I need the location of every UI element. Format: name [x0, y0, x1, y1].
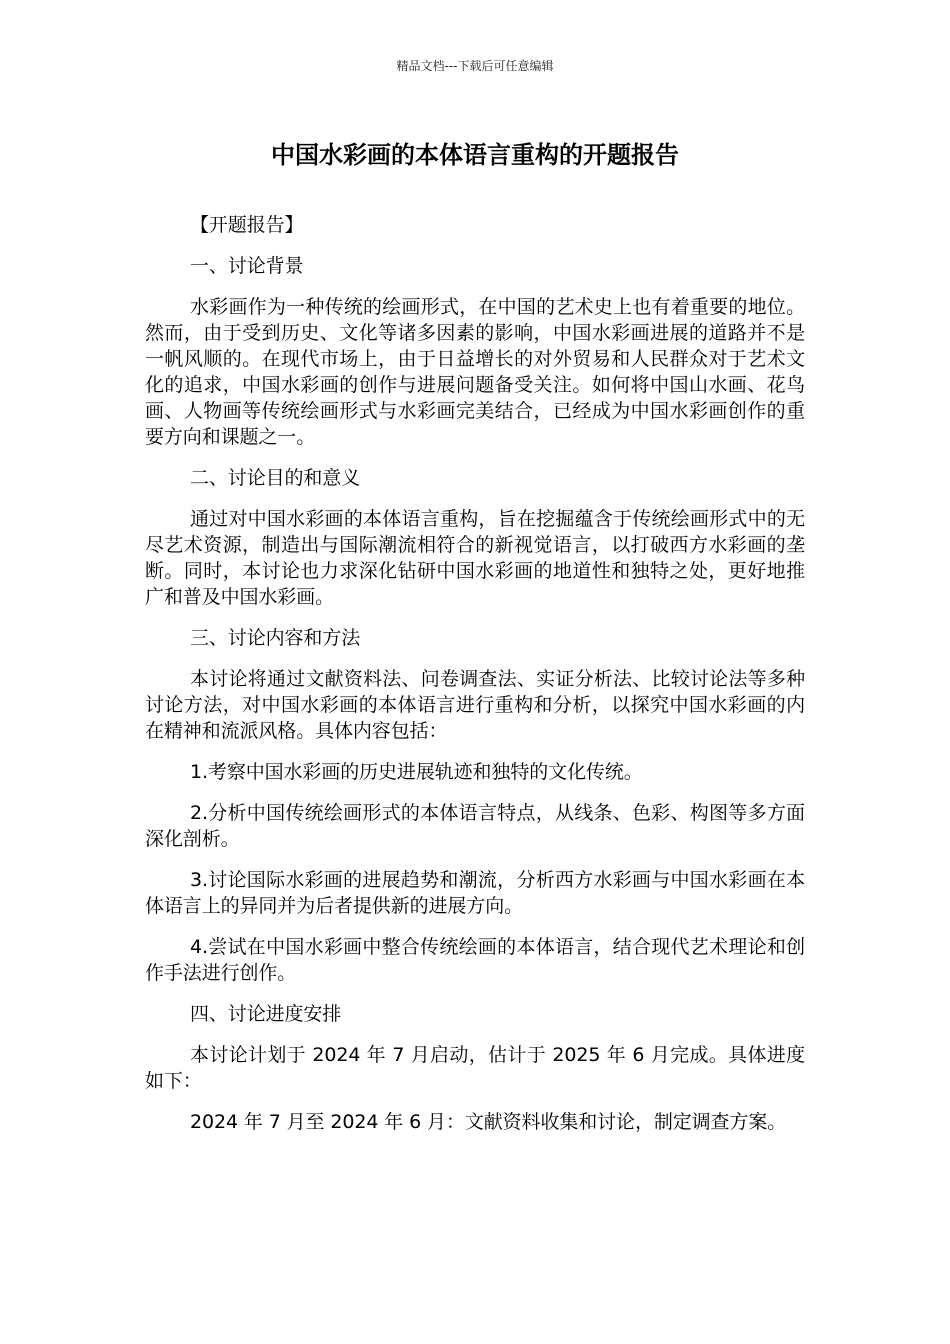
section-heading-schedule: 四、讨论进度安排 [190, 1003, 342, 1025]
document-body [145, 212, 805, 1150]
list-item-1: 1.考察中国水彩画的历史进展轨迹和独特的文化传统。 [190, 761, 643, 783]
page-header-watermark: 精品文档---下载后可任意编辑 [396, 59, 554, 73]
document-title: 中国水彩画的本体语言重构的开题报告 [271, 141, 679, 169]
paragraph-content-methods: 本讨论将通过文献资料法、问卷调查法、实证分析法、比较讨论法等多种讨论方法，对中国水彩画的本体语言进行重构和分析，以探究中国水彩画的内在精神和流派风格。具体内容包括： [145, 668, 805, 742]
paragraph-purpose: 通过对中国水彩画的本体语言重构，旨在挖掘蕴含于传统绘画形式中的无尽艺术资源，制造出与国际潮流相符合的新视觉语言，以打破西方水彩画的垄断。同时，本讨论也力求深化钻研中国水彩画的地道性和独特之处，更好地推广和普及中国水彩画。 [145, 508, 805, 608]
paragraph-background: 水彩画作为一种传统的绘画形式，在中国的艺术史上也有着重要的地位。然而，由于受到历史、文化等诸多因素的影响，中国水彩画进展的道路并不是一帆风顺的。在现代市场上，由于日益增长的对外贸易和人民群众对于艺术文化的追求，中国水彩画的创作与进展问题备受关注。如何将中国山水画、花鸟画、人物画等传统绘画形式与水彩画完美结合，已经成为中国水彩画创作的重要方向和课题之一。 [145, 296, 805, 448]
section-heading-content-methods: 三、讨论内容和方法 [190, 627, 361, 649]
list-item-2: 2.分析中国传统绘画形式的本体语言特点，从线条、色彩、构图等多方面深化剖析。 [145, 802, 805, 850]
section-heading-background: 一、讨论背景 [190, 255, 304, 277]
paragraph-schedule-item: 2024 年 7 月至 2024 年 6 月：文献资料收集和讨论，制定调查方案。 [190, 1111, 787, 1133]
section-heading-purpose: 二、讨论目的和意义 [190, 467, 361, 489]
paragraph-schedule: 本讨论计划于 2024 年 7 月启动，估计于 2025 年 6 月完成。具体进度如下： [145, 1044, 805, 1092]
list-item-4: 4.尝试在中国水彩画中整合传统绘画的本体语言，结合现代艺术理论和创作手法进行创作。 [145, 936, 805, 984]
list-item-3: 3.讨论国际水彩画的进展趋势和潮流，分析西方水彩画与中国水彩画在本体语言上的异同并为后者提供新的进展方向。 [145, 869, 805, 917]
section-label-report: 【开题报告】 [190, 214, 304, 236]
